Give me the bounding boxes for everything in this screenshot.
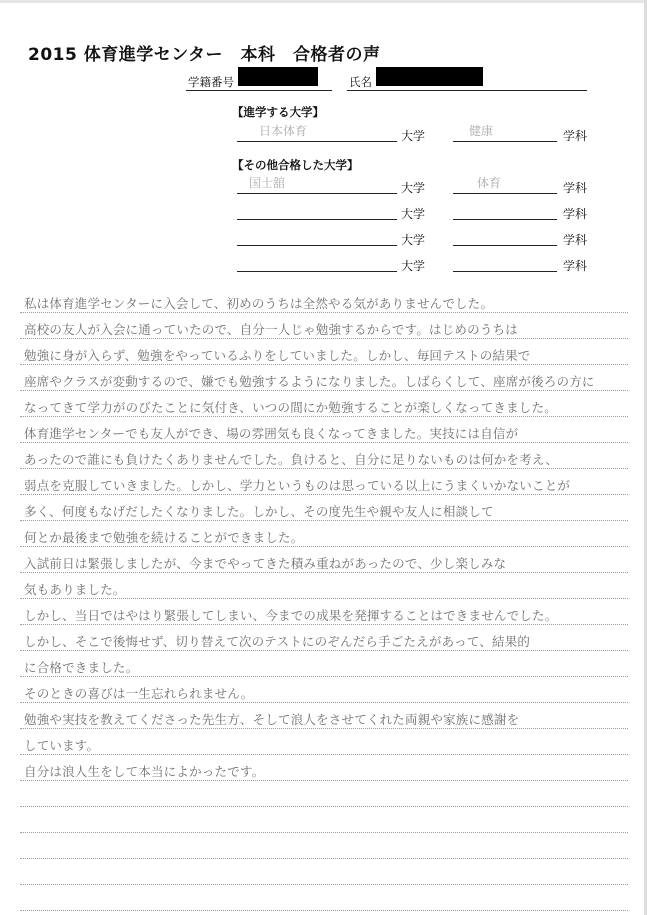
name-redaction — [376, 67, 483, 86]
essay-line — [20, 576, 628, 599]
department-suffix: 学科 — [563, 129, 588, 143]
essay-line — [20, 706, 628, 729]
essay-line-text: 弱点を克服していきました。しかし、学力というものは思っている以上にうまくいかないことが — [24, 478, 571, 493]
university-blank — [237, 271, 397, 272]
essay-line — [20, 498, 628, 521]
department-blank — [453, 271, 557, 272]
department-suffix: 学科 — [563, 181, 588, 195]
essay-line — [20, 810, 628, 833]
university-suffix: 大学 — [401, 129, 426, 143]
student-id-redaction — [238, 67, 318, 86]
essay-line-text: 入試前日は緊張しましたが、今までやってきた積み重ねがあったので、少し楽しみな — [24, 556, 507, 571]
essay-line-text: 高校の友人が入会に通っていたので、自分一人じゃ勉強するからです。はじめのうちは — [24, 322, 518, 337]
essay-line-text: 何とか最後まで勉強を続けることができました。 — [24, 530, 304, 545]
name-underline — [347, 90, 587, 91]
essay-line-text: 自分は浪人生をして本当によかったです。 — [24, 764, 265, 779]
essay-line-text: 座席やクラスが変動するので、嫌でも勉強するようになりました。しばらくして、座席が後ろの方に — [24, 374, 595, 389]
department-suffix: 学科 — [563, 207, 588, 221]
essay-line — [20, 680, 628, 703]
enrolled-heading: 【進学する大学】 — [232, 105, 324, 119]
department-blank — [453, 141, 557, 142]
university-blank — [237, 219, 397, 220]
other-university-row — [237, 172, 589, 194]
essay-line-text: 多く、何度もなげだしたくなりました。しかし、その度先生や親や友人に相談して — [24, 504, 494, 519]
essay-line-text: しかし、当日ではやはり緊張してしまい、今までの成果を発揮することはできませんでした。 — [24, 608, 558, 623]
department-blank — [453, 245, 557, 246]
university-blank — [237, 245, 397, 246]
essay-line — [20, 758, 628, 781]
department-blank — [453, 193, 557, 194]
other-university-value: 国士舘 — [249, 176, 286, 190]
university-suffix: 大学 — [401, 181, 426, 195]
essay-line — [20, 836, 628, 859]
enrolled-university-value: 日本体育 — [259, 124, 308, 138]
essay-line-text: しています。 — [24, 738, 100, 753]
essay-line-text: そのときの喜びは一生忘れられません。 — [24, 686, 254, 701]
essay-line-text: 気もありました。 — [24, 582, 126, 597]
essay-line — [20, 472, 628, 495]
name-label: 氏名 — [349, 75, 372, 89]
essay-line-text: しかし、そこで後悔せず、切り替えて次のテストにのぞんだら手ごたえがあって、結果的 — [24, 634, 531, 649]
student-id-underline — [186, 90, 332, 91]
essay-line — [20, 420, 628, 443]
other-university-row — [237, 198, 589, 220]
essay-line — [20, 316, 628, 339]
university-suffix: 大学 — [401, 233, 426, 247]
essay-line-text: 体育進学センターでも友人ができ、場の雰囲気も良くなってきました。実技には自信が — [24, 426, 519, 441]
department-blank — [453, 219, 557, 220]
other-university-row — [237, 224, 589, 246]
essay-line — [20, 862, 628, 885]
essay-line — [20, 368, 628, 391]
essay-line — [20, 290, 628, 313]
page-title: 2015 体育進学センター 本科 合格者の声 — [28, 45, 381, 65]
essay-line — [20, 524, 628, 547]
essay-line — [20, 784, 628, 807]
essay-line — [20, 628, 628, 651]
essay-line — [20, 888, 628, 911]
department-suffix: 学科 — [563, 233, 588, 247]
department-suffix: 学科 — [563, 259, 588, 273]
essay-line — [20, 654, 628, 677]
essay-line — [20, 394, 628, 417]
essay-line-text: 勉強に身が入らず、勉強をやっているふりをしていました。しかし、毎回テストの結果で — [24, 348, 531, 363]
essay-line — [20, 732, 628, 755]
essay-line-text: に合格できました。 — [24, 660, 139, 675]
essay-line — [20, 550, 628, 573]
essay-line — [20, 446, 628, 469]
other-university-row — [237, 250, 589, 272]
university-suffix: 大学 — [401, 259, 426, 273]
essay-line — [20, 602, 628, 625]
essay-line-text: あったので誰にも負けたくありませんでした。負けると、自分に足りないものは何かを考え、 — [24, 452, 559, 467]
university-suffix: 大学 — [401, 207, 426, 221]
enrolled-department-value: 健康 — [469, 124, 494, 138]
university-blank — [237, 193, 397, 194]
scan-edge-top — [0, 0, 647, 3]
essay-line-text: 私は体育進学センターに入会して、初めのうちは全然やる気がありませんでした。 — [24, 296, 494, 311]
essay-line-text: なってきて学力がのびたことに気付き、いつの間にか勉強することが楽しくなってきました。 — [24, 400, 557, 415]
essay-line-text: 勉強や実技を教えてくださった先生方、そして浪人をさせてくれた両親や家族に感謝を — [24, 712, 520, 727]
others-heading: 【その他合格した大学】 — [232, 158, 359, 172]
enrolled-university-row — [237, 120, 589, 142]
other-department-value: 体育 — [477, 176, 502, 190]
university-blank — [237, 141, 397, 142]
student-id-label: 学籍番号 — [188, 75, 234, 89]
essay-line — [20, 342, 628, 365]
